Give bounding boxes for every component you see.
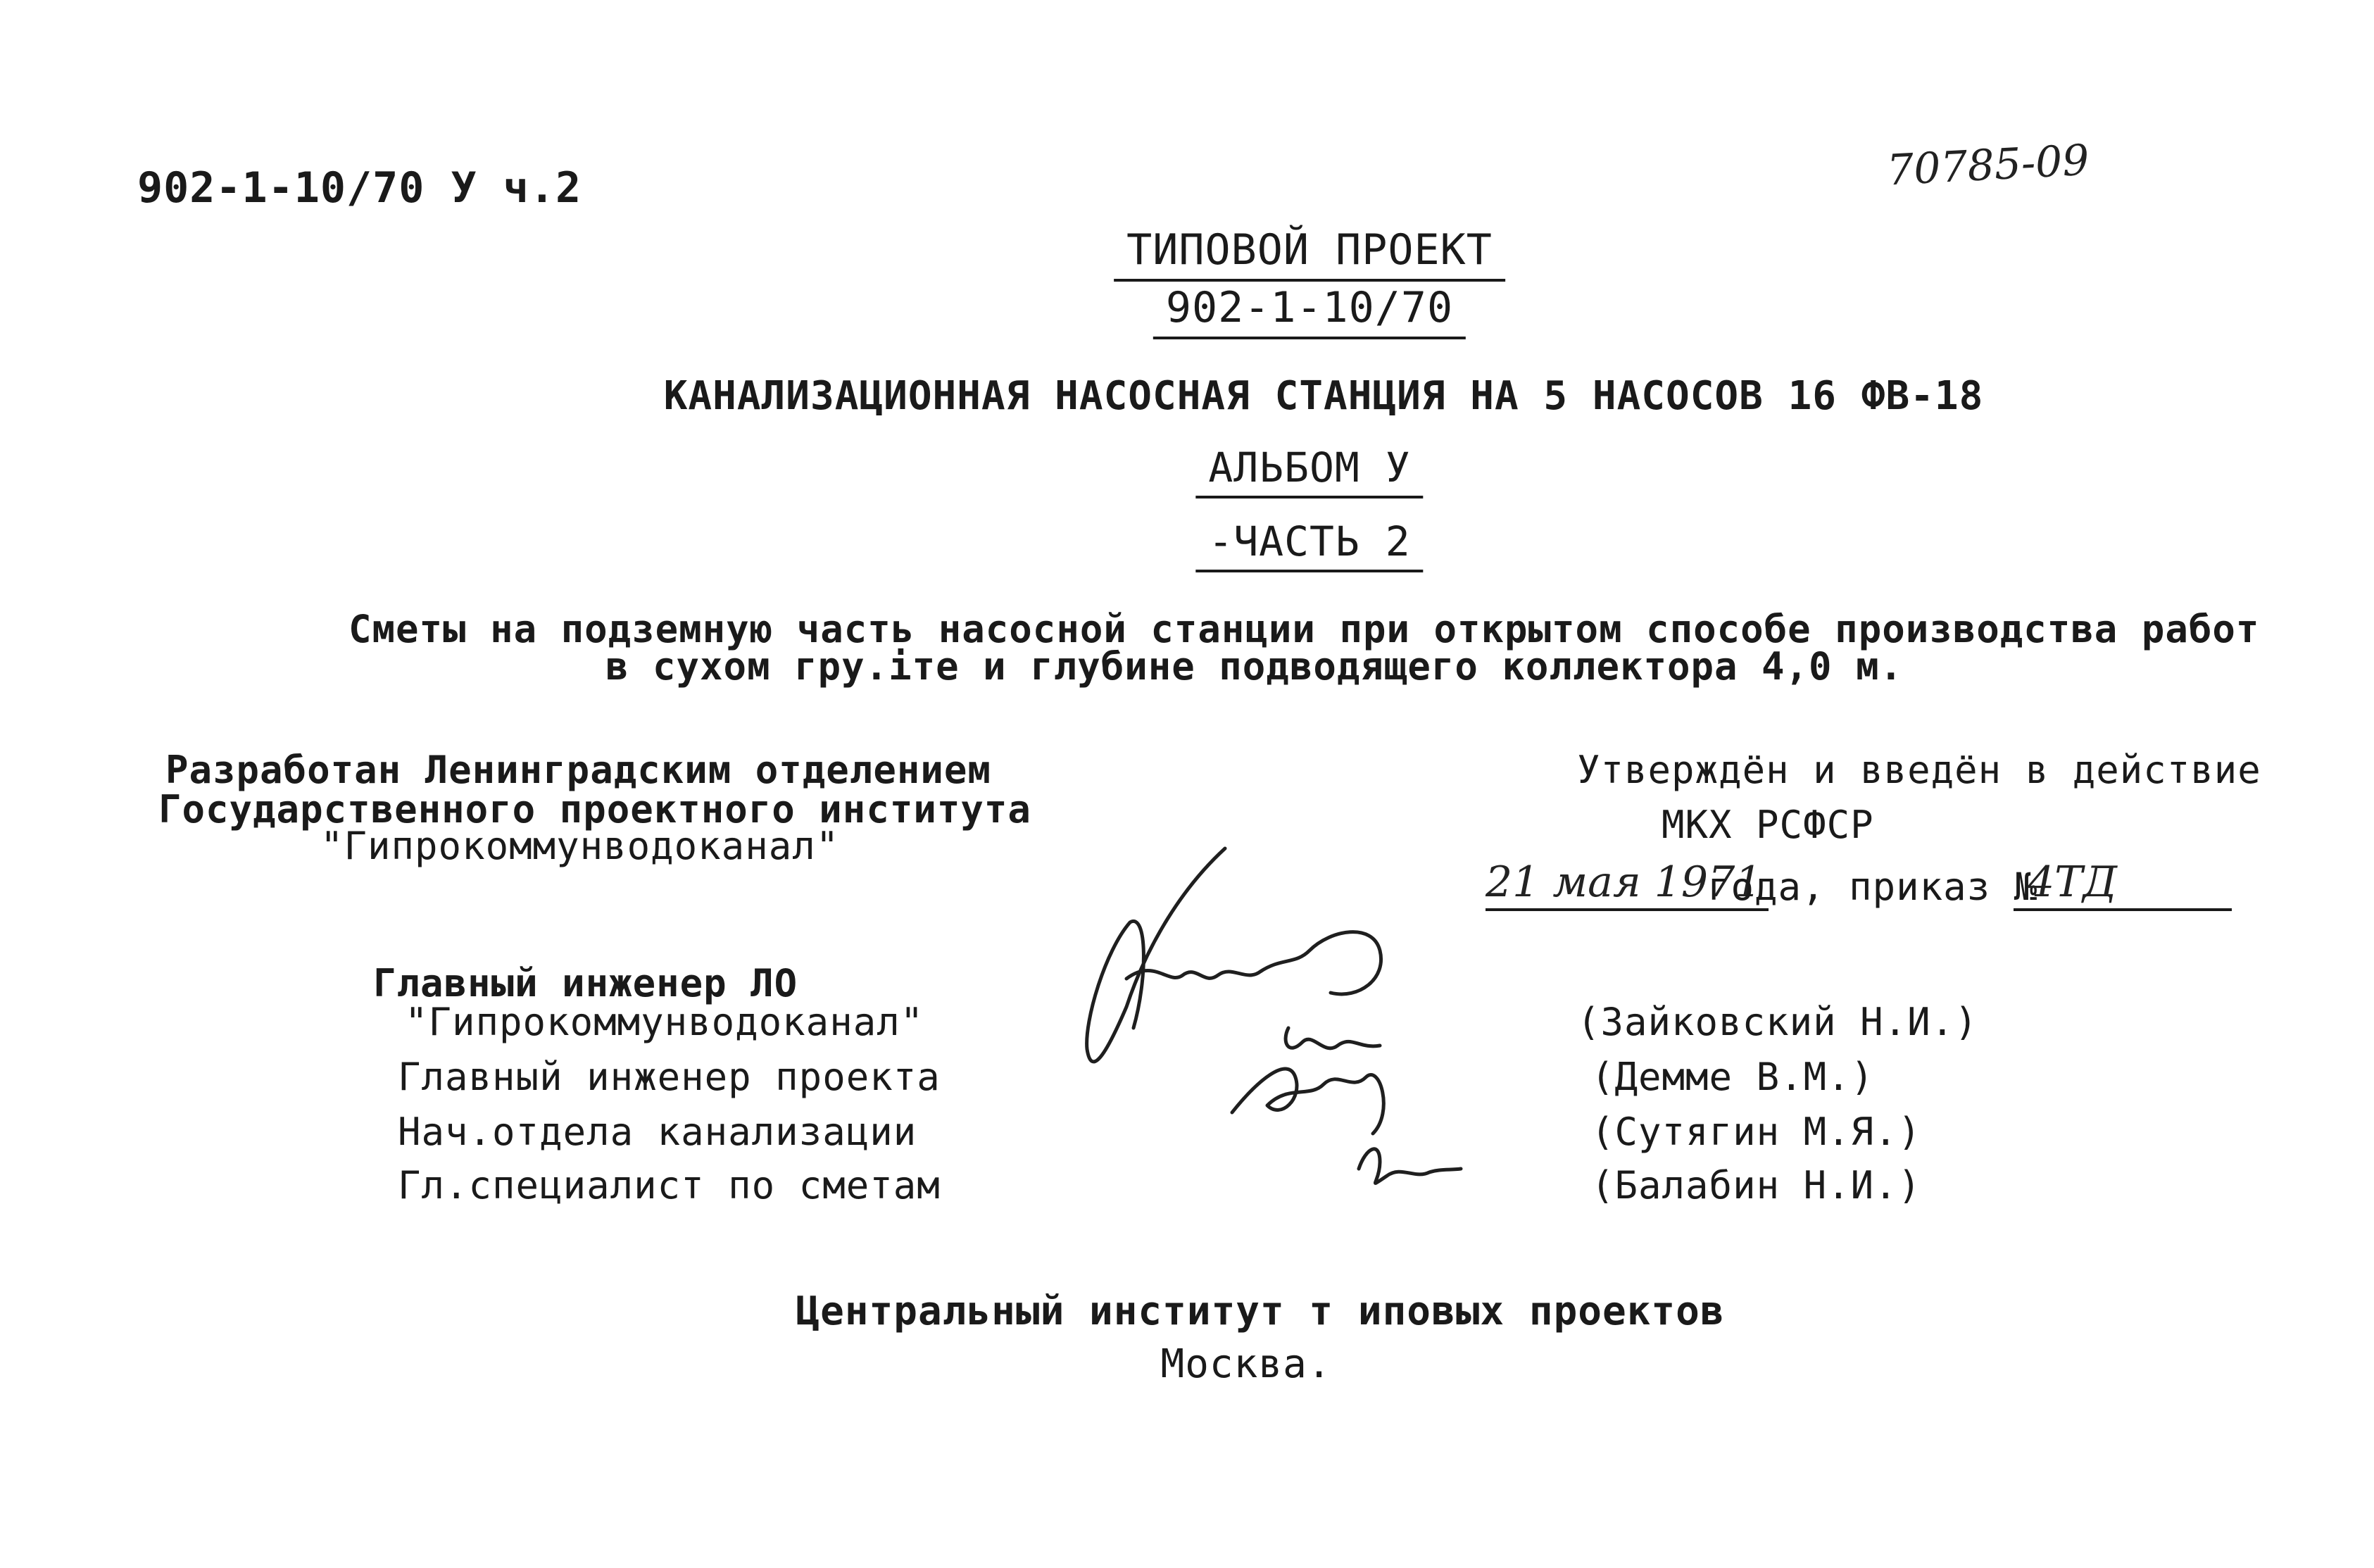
description-line-2: в сухом гру.іте и глубине подводящего коллектора 4,0 м. [605, 644, 1904, 689]
signatory-2-name: (Демме В.М.) [1591, 1055, 1875, 1099]
signatory-3-position: Нач.отдела канализации [398, 1110, 917, 1154]
signatory-1-name: (Зайковский Н.И.) [1577, 1000, 1978, 1044]
signatory-1-position: Главный инженер ЛО [373, 961, 798, 1005]
developer-line-1: Разработан Ленинградским отделением [165, 748, 991, 792]
handwritten-signatures [1077, 845, 1443, 1211]
typical-project-title: ТИПОВОЙ ПРОЕКТ [1114, 225, 1505, 282]
developer-line-2: Государственного проектного института [158, 787, 1031, 832]
signature-1-stroke [1087, 848, 1225, 1062]
approval-line-2: МКХ РСФСР [1662, 803, 1874, 847]
developer-line-3: "Гипрокоммунводоканал" [320, 824, 840, 868]
project-number: 902-1-10/70 [1153, 283, 1466, 339]
signatory-2-position: Главный инженер проекта [398, 1055, 941, 1099]
signatory-3-name: (Сутягин М.Я.) [1591, 1110, 1922, 1154]
signature-4-stroke [1359, 1149, 1461, 1184]
document-code: 902-1-10/70 У ч.2 [137, 163, 582, 213]
signature-3-stroke [1232, 1069, 1383, 1134]
approval-order-number: 4ТД [2014, 858, 2232, 911]
approval-order-label: года, приказ № [1707, 865, 2038, 909]
signature-2-stroke [1286, 1028, 1380, 1048]
signatory-4-name: (Балабин Н.И.) [1591, 1163, 1922, 1208]
part-title: -ЧАСТЬ 2 [1195, 518, 1423, 572]
inventory-number: 70785-09 [1885, 135, 2091, 196]
album-title: АЛЬБОМ У [1195, 444, 1423, 498]
approval-line-1: Утверждён и введён в действие [1577, 748, 2261, 792]
description-line-1: Сметы на подземную часть насосной станции при открытом способе производства работ [348, 607, 2260, 651]
signatory-1-position-line2: "Гипрокоммунводоканал" [405, 1000, 924, 1044]
station-name: КАНАЛИЗАЦИОННАЯ НАСОСНАЯ СТАНЦИЯ НА 5 НАСОСОВ 16 ФВ-18 [663, 373, 1984, 419]
footer-institute: Центральный институт т иповых проектов [796, 1288, 1725, 1334]
signatory-4-position: Гл.специалист по сметам [398, 1163, 941, 1208]
approval-date: 21 мая 1971 [1486, 858, 1769, 911]
approval-order-line [1486, 858, 2218, 914]
signature-1-tail [1126, 932, 1381, 994]
footer-city: Москва. [1160, 1341, 1332, 1387]
